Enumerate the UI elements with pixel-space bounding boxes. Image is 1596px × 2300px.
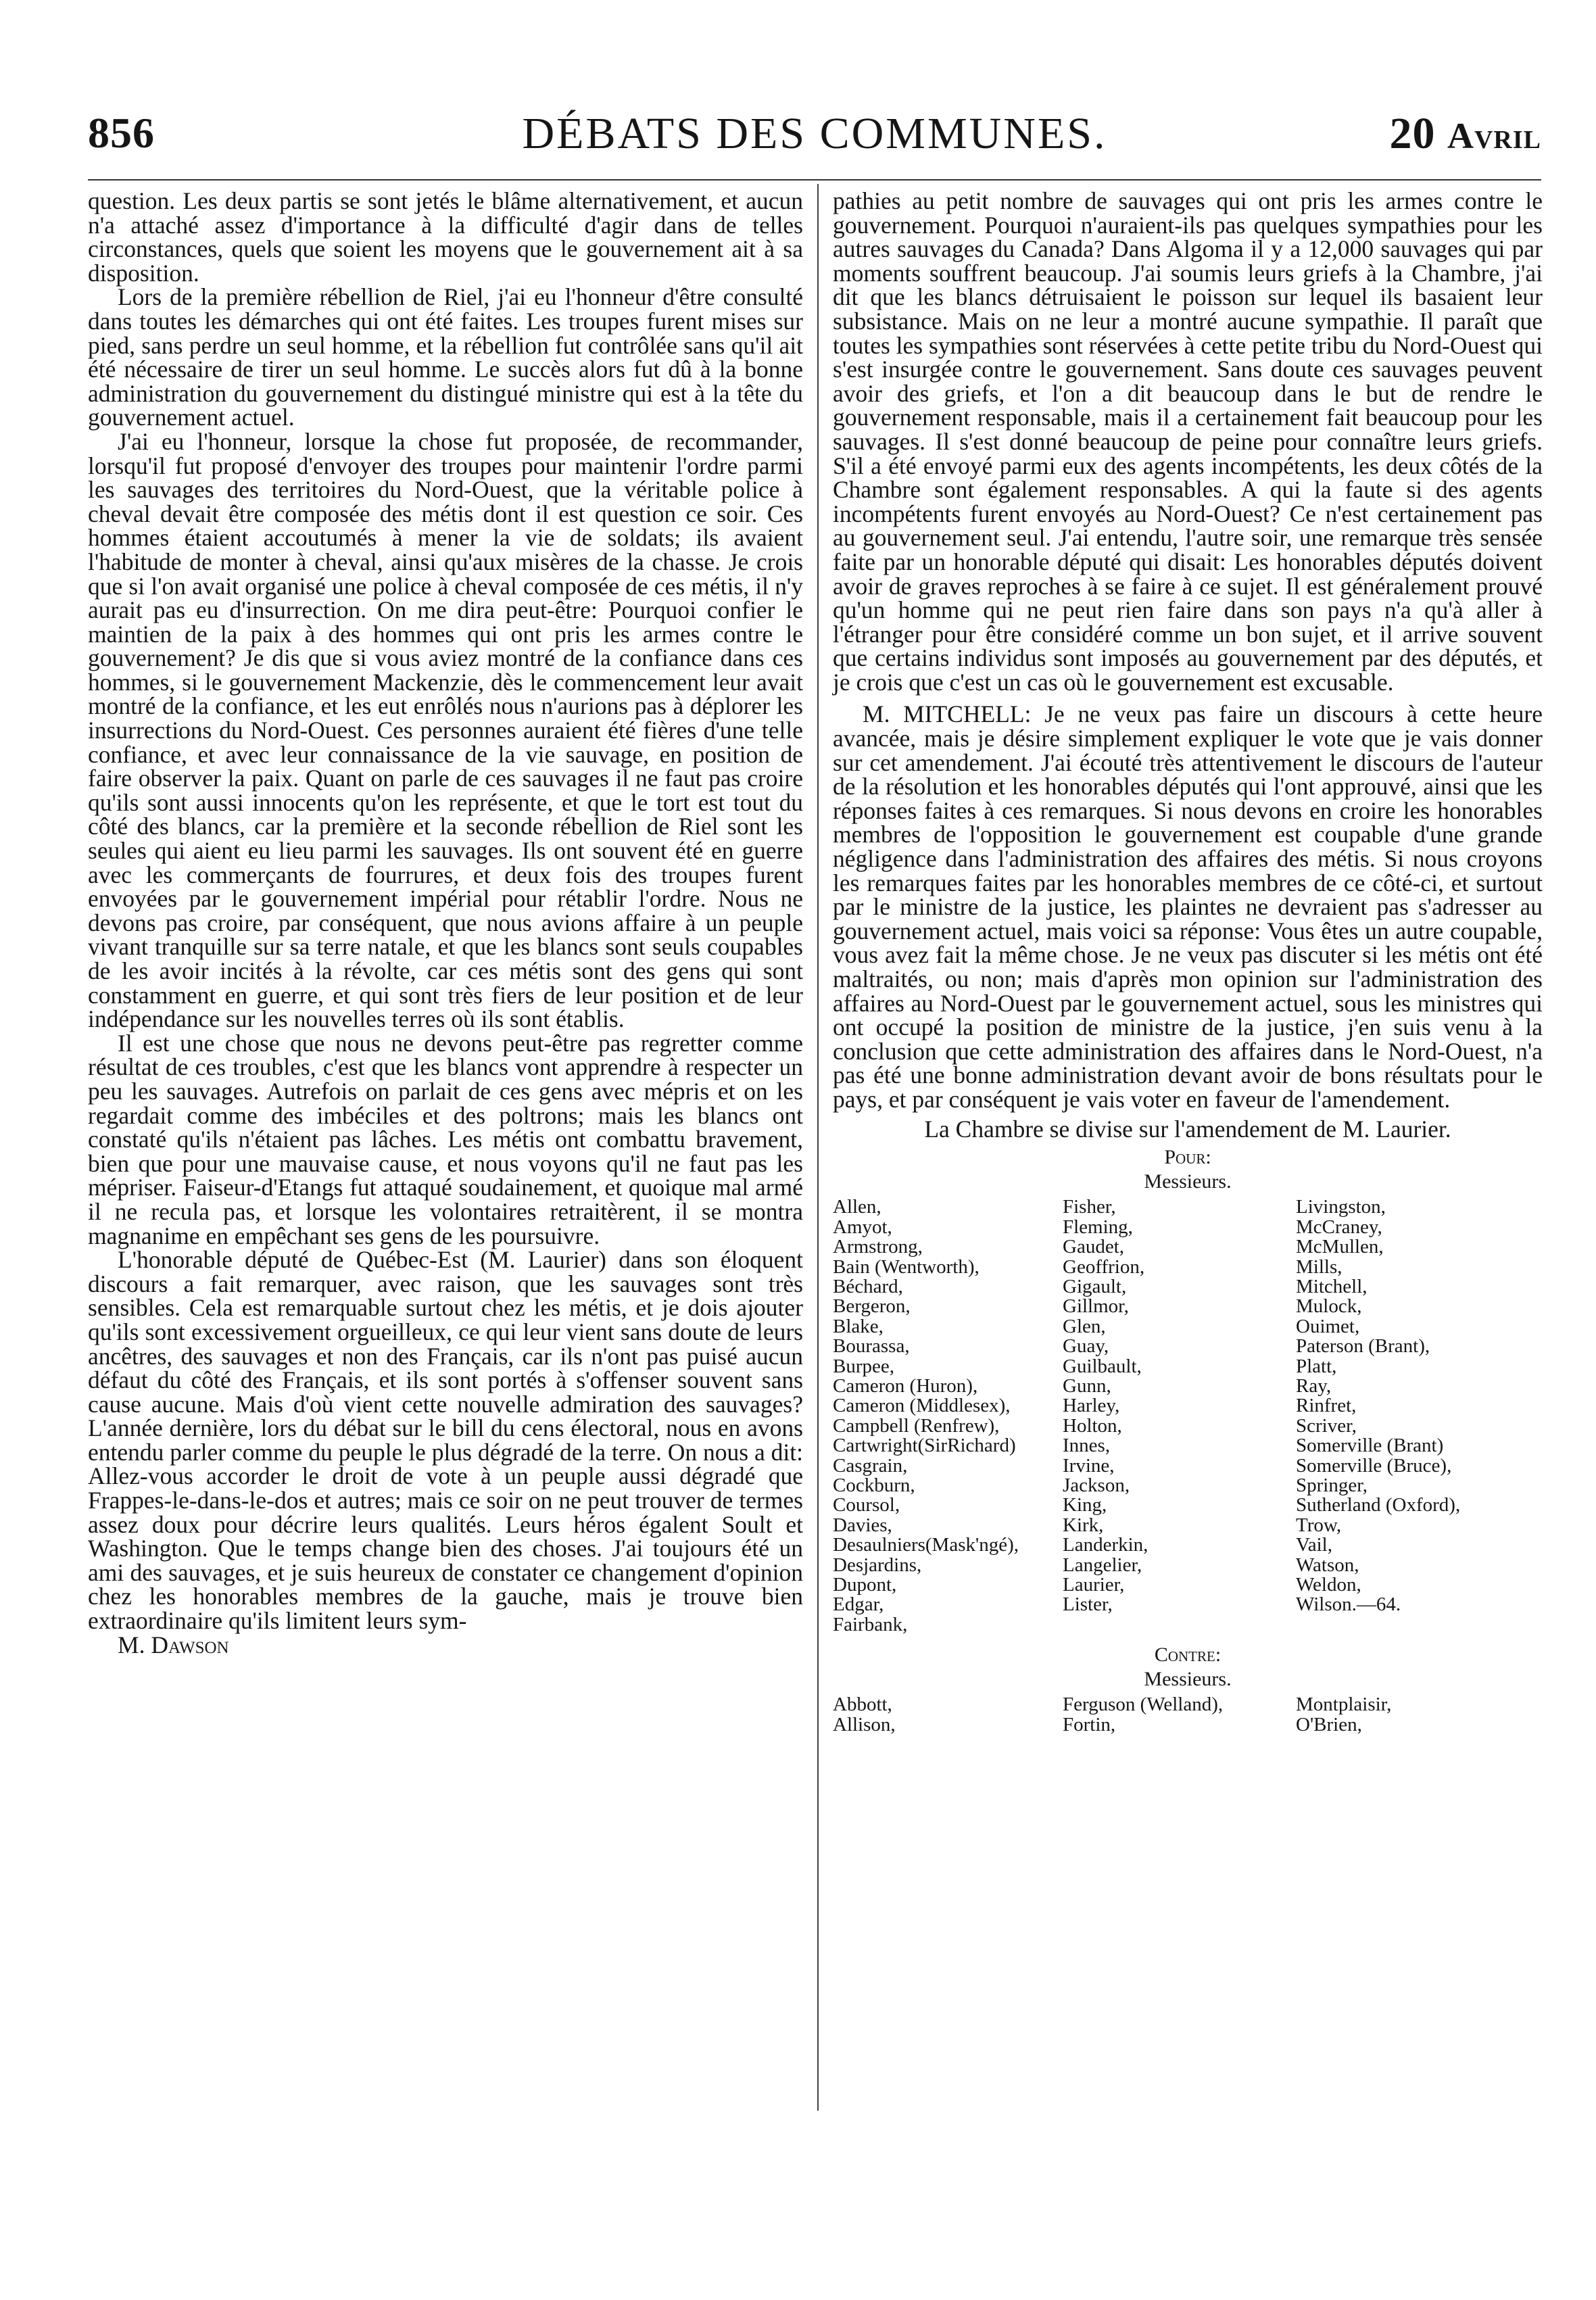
division-statement: La Chambre se divise sur l'amendement de M. Laurier. xyxy=(924,1115,1451,1143)
vote-column xyxy=(1063,1695,1296,1735)
member-name: Gunn, xyxy=(1063,1375,1111,1397)
left-paragraph: L'honorable député de Québec-Est (M. Laurier) dans son éloquent discours a fait remarquer, avec raison, que les sauvages sont très sensibles. Cela est remarquable surtout chez les métis, et je dois ajouter qu'ils sont excessivement orgueilleux, ce qui leur vient sans doute de leurs ancêtres, des sauvages et non des Français, car ils n'ont pas puisé aucun défaut du côté des Français, et ils sont portés à s'offenser souvent sans cause aucune. Mais d'où vient cette nouvelle admiration des sauvages? L'année dernière, lors du débat sur le bill du cens électoral, nous en avons entendu parler comme du peuple le plus dégradé de la terre. On nous a dit: Allez-vous accorder le droit de vote à un peuple aussi dégradé que Frappes-le-dans-le-dos et autres; mais ce soir on ne peut trouver de termes assez doux pour décrire leurs qualités. Leurs héros égalent Soult et Washington. Que le temps change bien des choses. J'ai toujours été un ami des sauvages, et je suis heureux de constater ce changement d'opinion chez les honorables membres de la gauche, mais je trouve bien extraordinaire qu'ils limitent leurs sym- xyxy=(88,1246,803,1635)
member-name: Cartwright(SirRichard) xyxy=(833,1435,1016,1457)
vote-contre-list xyxy=(833,1695,1543,1735)
member-name: Gillmor, xyxy=(1063,1295,1129,1318)
speaker-signature: M. Dawson xyxy=(118,1631,229,1658)
member-name: Guay, xyxy=(1063,1335,1109,1358)
member-name: Amyot, xyxy=(833,1216,892,1238)
page-number: 856 xyxy=(88,109,155,157)
member-name: Watson, xyxy=(1296,1554,1359,1576)
member-name: Weldon, xyxy=(1296,1574,1361,1596)
member-name: Fleming, xyxy=(1063,1216,1133,1238)
vote-pour-list xyxy=(833,1197,1543,1635)
vote-column xyxy=(833,1197,1063,1635)
right-paragraph: pathies au petit nombre de sauvages qui ont pris les armes contre le gouvernement. Pourquoi n'auraient-ils pas quelques sympathies pour les autres sauvages du Canada? Dans Algoma il y a 12,000 sauvages qui par moments souffrent beaucoup. J'ai soumis leurs griefs à la Chambre, j'ai dit que les blancs détruisaient le poisson sur lequel ils basaient leur subsistance. Mais on ne leur a montré aucune sympathie. Il paraît que toutes les sympathies sont réservées à cette petite tribu du Nord-Ouest qui s'est insurgée contre le gouvernement. Sans doute ces sauvages peuvent avoir des griefs, et l'on a dit beaucoup dans le but de rendre le gouvernement responsable, mais il a certainement fait beaucoup pour les sauvages. Il s'est donné beaucoup de peine pour connaître leurs griefs. S'il a été envoyé parmi eux des agents incompétents, les deux côtés de la Chambre sont également responsables. A qui la faute si des agents incompétents furent envoyés au Nord-Ouest? Ce n'est certainement pas au gouvernement seul. J'ai entendu, l'autre soir, une remarque très sensée faite par un honorable député qui disait: Les honorables députés doivent avoir de graves reproches à se faire à ce sujet. Il est généralement prouvé qu'un homme qui ne peut rien faire dans son pays n'a qu'à aller à l'étranger pour être considéré comme un bon sujet, et il arrive souvent que certains individus sont imposés au gouvernement par des députés, et je crois que c'est un cas où le gouvernement est excusable. xyxy=(833,187,1543,696)
member-name: Bourassa, xyxy=(833,1335,910,1358)
member-name: Laurier, xyxy=(1063,1574,1125,1596)
left-paragraph: Lors de la première rébellion de Riel, j'ai eu l'honneur d'être consulté dans toutes les démarches qui ont été faites. Les troupes furent mises sur pied, sans perdre un seul homme, et la rébellion fut contrôlée sans qu'il ait été nécessaire de tirer un seul homme. Le succès alors fut dû à la bonne administration du gouvernement du distingué ministre qui est à la tête du gouvernement actuel. xyxy=(88,283,803,431)
header-rule xyxy=(88,179,1541,181)
member-name: Sutherland (Oxford), xyxy=(1296,1494,1461,1516)
member-name: King, xyxy=(1063,1494,1107,1516)
vote-contre-sub: Messieurs. xyxy=(1144,1667,1232,1690)
member-name: Cameron (Middlesex), xyxy=(833,1395,1011,1417)
page-date xyxy=(1389,108,1541,160)
member-name: Holton, xyxy=(1063,1414,1122,1437)
member-name: Bergeron, xyxy=(833,1295,911,1318)
vote-column xyxy=(1296,1695,1539,1735)
left-paragraph: J'ai eu l'honneur, lorsque la chose fut proposée, de recommander, lorsqu'il fut proposé d'envoyer des troupes pour maintenir l'ordre parmi les sauvages des territoires du Nord-Ouest, que la véritable police à cheval devait être composée des métis dont il est question ce soir. Ces hommes étaient accoutumés à mener la vie de soldats; ils avaient l'habitude de monter à cheval, ainsi qu'aux misères de la chasse. Je crois que si l'on avait organisé une police à cheval composée de ces métis, il n'y aurait pas eu d'insurrection. On me dira peut-être: Pourquoi confier le maintien de la paix à des hommes qui ont pris les armes contre le gouvernement? Je dis que si vous aviez montré de la confiance dans ces hommes, si le gouvernement Mackenzie, dès le commencement leur avait montré de la confiance, et les eut enrôlés nous n'aurions pas à déplorer les insurrections du Nord-Ouest. Ces personnes auraient été fières d'une telle confiance, et avec leur connaissance de la vie sauvage, en position de faire observer la paix. Quant on parle de ces sauvages il ne faut pas croire qu'ils sont aussi innocents qu'on les représente, et que le tort est tout du côté des blancs, car la première et la seconde rébellion de Riel sont les seules qui aient eu lieu parmi les sauvages. Ils ont souvent été en guerre avec les commerçants de fourrures, et deux fois des troupes furent envoyées par le gouvernement impérial pour rétablir l'ordre. Nous ne devons pas croire, par conséquent, que nous avions affaire à un peuple vivant tranquille sur sa terre natale, et que les blancs sont seuls coupables de les avoir incités à la révolte, car ces métis sont des gens qui sont constamment en guerre, et qui sont très fiers de leur position et de leur indépendance sur les nouvelles terres où ils sont établis. xyxy=(88,427,803,1033)
member-name: Casgrain, xyxy=(833,1454,908,1477)
member-name: Kirk, xyxy=(1063,1514,1104,1536)
member-name: Rinfret, xyxy=(1296,1395,1357,1417)
member-name: Gigault, xyxy=(1063,1275,1127,1297)
member-name: Abbott, xyxy=(833,1694,892,1716)
member-name: Somerville (Brant) xyxy=(1296,1435,1444,1457)
member-name: Ouimet, xyxy=(1296,1315,1360,1337)
member-name: Bain (Wentworth), xyxy=(833,1255,980,1278)
member-name: Armstrong, xyxy=(833,1236,923,1258)
member-name: Landerkin, xyxy=(1063,1534,1148,1556)
page-title: DÉBATS DES COMMUNES. xyxy=(522,109,1107,158)
member-name: Allison, xyxy=(833,1713,896,1735)
member-name: Harley, xyxy=(1063,1395,1120,1417)
member-name: Somerville (Bruce), xyxy=(1296,1454,1452,1477)
speech-text: Je ne veux pas faire un discours à cette heure avancée, mais je désire simplement expliquer le vote que je vais donner sur cet amendement. J'ai écouté très attentivement le discours de l'auteur de la résolution et les honorables députés qui l'ont approuvé, ainsi que les réponses faites à ces remarques. Si nous devons en croire les honorables membres de l'opposition le gouvernement est coupable d'une grande négligence dans l'administration des affaires des métis. Si nous croyons les remarques faites par les honorables membres de ce côté-ci, et surtout par le ministre de la justice, les plaintes ne devraient pas s'adresser au gouvernement actuel, mais voici sa réponse: Vous êtes un autre coupable, vous avez fait la même chose. Je ne veux pas discuter si les métis ont été maltraités, ou non; mais d'après mon opinion sur l'administration des affaires au Nord-Ouest par le gouvernement actuel, sous les ministres qui ont occupé la position de ministre de la justice, j'en suis venu à la conclusion que cette administration des affaires dans le Nord-Ouest, n'a pas été une bonne administration devant avoir de bons résultats pour le pays, et par conséquent je vais voter en faveur de l'amendement. xyxy=(833,700,1543,1113)
speaker-name: M. MITCHELL: xyxy=(863,700,1032,728)
mitchell-speech xyxy=(833,702,1543,1111)
member-name: Gaudet, xyxy=(1063,1236,1124,1258)
member-name: Desjardins, xyxy=(833,1554,922,1576)
member-name: Mulock, xyxy=(1296,1295,1362,1318)
member-name: Langelier, xyxy=(1063,1554,1142,1576)
member-name: Springer, xyxy=(1296,1475,1368,1497)
member-name: Blake, xyxy=(833,1315,884,1337)
column-divider xyxy=(817,184,819,2111)
member-name: Irvine, xyxy=(1063,1454,1115,1477)
left-paragraph: Il est une chose que nous ne devons peut-être pas regretter comme résultat de ces troubles, c'est que les blancs vont apprendre à respecter un peu les sauvages. Autrefois on parlait de ces gens avec mépris et on les regardait comme des imbéciles et des poltrons; mais les blancs ont constaté qu'ils n'étaient pas lâches. Les métis ont combattu bravement, bien que pour une mauvaise cause, et nous voyons qu'il ne faut pas les mépriser. Faiseur-d'Etangs fut attaqué soudainement, et quoique mal armé il ne recula pas, et lorsque les volontaires retraitèrent, il se montra magnanime en empêchant ses gens de les poursuivre. xyxy=(88,1029,803,1249)
member-name: Davies, xyxy=(833,1514,892,1536)
member-name: Lister, xyxy=(1063,1594,1113,1616)
date-day: 20 xyxy=(1389,109,1436,158)
member-name: Glen, xyxy=(1063,1315,1106,1337)
member-name: Campbell (Renfrew), xyxy=(833,1414,1000,1437)
member-name: Geoffrion, xyxy=(1063,1255,1145,1278)
vote-column xyxy=(1063,1197,1296,1635)
left-column xyxy=(88,189,803,1657)
member-name: Vail, xyxy=(1296,1534,1332,1556)
member-name: Guilbault, xyxy=(1063,1355,1142,1377)
member-name: Mitchell, xyxy=(1296,1275,1368,1297)
member-name: Fisher, xyxy=(1063,1196,1116,1218)
member-name: Scriver, xyxy=(1296,1414,1357,1437)
member-name: Platt, xyxy=(1296,1355,1337,1377)
member-name: Fortin, xyxy=(1063,1713,1116,1735)
right-column xyxy=(833,189,1543,1735)
member-name: Coursol, xyxy=(833,1494,900,1516)
member-name: Mills, xyxy=(1296,1255,1343,1278)
member-name: Jackson, xyxy=(1063,1475,1130,1497)
member-name: McCraney, xyxy=(1296,1216,1382,1238)
member-name: Ray, xyxy=(1296,1375,1332,1397)
member-name: Fairbank, xyxy=(833,1613,908,1635)
vote-pour-heading: Pour: xyxy=(1164,1146,1211,1169)
date-month: Avril xyxy=(1447,116,1541,156)
vote-contre-heading: Contre: xyxy=(1154,1644,1222,1667)
member-name: Trow, xyxy=(1296,1514,1342,1536)
member-name: Edgar, xyxy=(833,1594,884,1616)
member-name: Ferguson (Welland), xyxy=(1063,1694,1224,1716)
member-name: O'Brien, xyxy=(1296,1713,1362,1735)
member-name: Burpee, xyxy=(833,1355,894,1377)
vote-pour-sub: Messieurs. xyxy=(1144,1170,1232,1193)
page-header xyxy=(88,101,1541,176)
member-name: Dupont, xyxy=(833,1574,897,1596)
member-name: Paterson (Brant), xyxy=(1296,1335,1430,1358)
member-name: McMullen, xyxy=(1296,1236,1384,1258)
member-name: Cameron (Huron), xyxy=(833,1375,978,1397)
member-name: Béchard, xyxy=(833,1275,903,1297)
member-name: Montplaisir, xyxy=(1296,1694,1392,1716)
member-name: Wilson.—64. xyxy=(1296,1594,1401,1616)
member-name: Allen, xyxy=(833,1196,881,1218)
vote-column xyxy=(833,1695,1063,1735)
member-name: Desaulniers(Mask'ngé), xyxy=(833,1534,1019,1556)
member-name: Livingston, xyxy=(1296,1196,1386,1218)
vote-column xyxy=(1296,1197,1539,1635)
left-paragraph: question. Les deux partis se sont jetés le blâme alternativement, et aucun n'a attaché assez d'importance à la difficulté d'agir dans de telles circonstances, quels que soient les moyens que le gouvernement ait à sa disposition. xyxy=(88,187,803,287)
member-name: Cockburn, xyxy=(833,1475,915,1497)
member-name: Innes, xyxy=(1063,1435,1111,1457)
